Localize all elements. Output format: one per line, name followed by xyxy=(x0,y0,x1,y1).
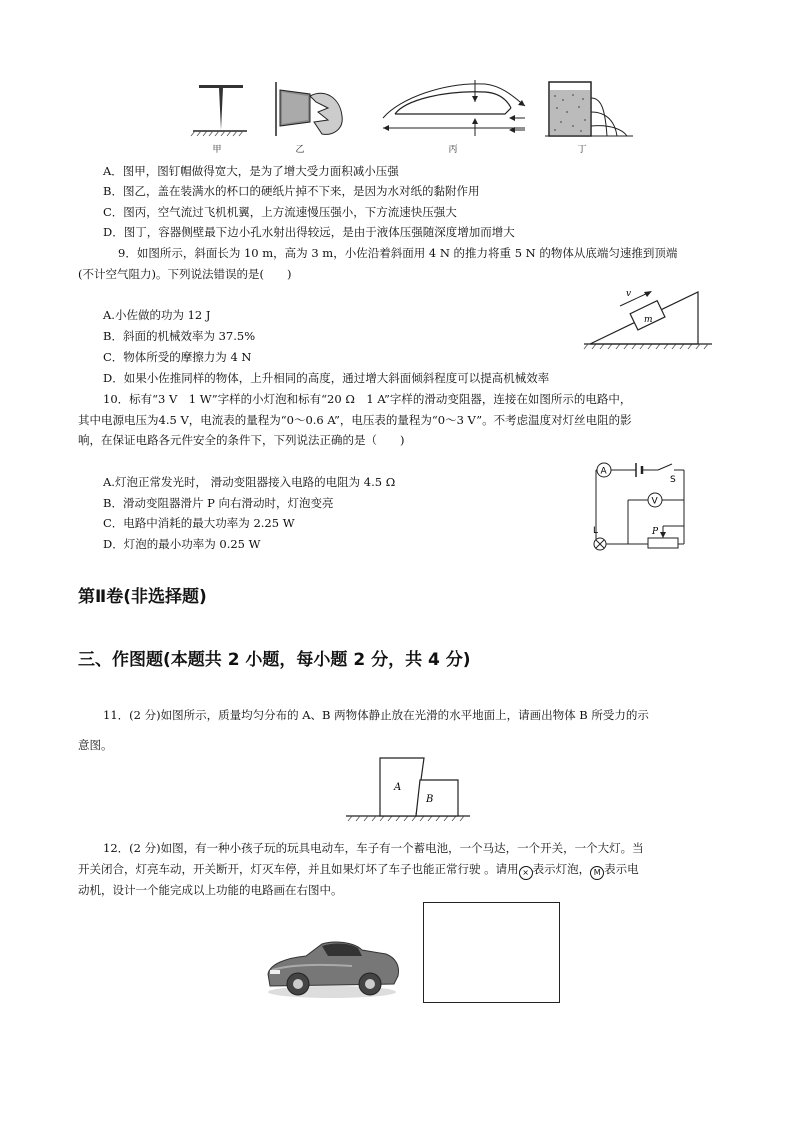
q10-option-d: D．灯泡的最小功率为 0.25 W xyxy=(103,537,261,551)
ammeter-label: A xyxy=(600,466,607,477)
q9-option-b: B．斜面的机械效率为 37.5% xyxy=(103,329,256,343)
circuit-figure xyxy=(588,460,698,550)
incline-v-label: v xyxy=(626,289,632,299)
incline-m-label: m xyxy=(644,315,653,325)
q9-stem-line1: 9．如图所示，斜面长为 10 m，高为 3 m，小佐沿着斜面用 4 N 的推力将重 5 N 的物体从底端匀速推到顶端 xyxy=(118,246,678,260)
q10-stem-line3: 响，在保证电路各元件安全的条件下，下列说法正确的是（ ) xyxy=(78,433,405,447)
q8-option-c: C．图丙，空气流过飞机机翼，上方流速慢压强小，下方流速快压强大 xyxy=(103,205,457,219)
slider-label: P xyxy=(652,527,659,537)
q10-option-c: C．电路中消耗的最大功率为 2.25 W xyxy=(103,516,295,530)
thumbtack-figure xyxy=(185,78,255,148)
q11-line1: 11．(2 分)如图所示，质量均匀分布的 A、B 两物体静止放在光滑的水平地面上，请画出物体 B 所受力的示 xyxy=(103,708,649,722)
motor-symbol-icon: M xyxy=(590,866,604,880)
cup-card-figure xyxy=(270,78,350,148)
q9-option-d: D．如果小佐推同样的物体，上升相同的高度，通过增大斜面倾斜程度可以提高机械效率 xyxy=(103,371,550,385)
q9-option-a: A.小佐做的功为 12 J xyxy=(103,308,211,322)
figure-label-yi: 乙 xyxy=(295,145,305,155)
q10-option-a: A.灯泡正常发光时， 滑动变阻器接入电路的电阻为 4.5 Ω xyxy=(103,475,396,489)
section3-title: 三、作图题(本题共 2 小题，每小题 2 分，共 4 分) xyxy=(78,650,471,670)
incline-figure xyxy=(580,284,720,354)
figure-label-ding: 丁 xyxy=(577,145,587,155)
q8-option-b: B．图乙，盖在装满水的杯口的硬纸片掉不下来，是因为水对纸的黏附作用 xyxy=(103,184,480,198)
answer-drawing-box[interactable] xyxy=(423,902,560,1003)
q8-figures xyxy=(180,78,630,158)
q10-option-b: B．滑动变阻器滑片 P 向右滑动时，灯泡变亮 xyxy=(103,496,334,510)
q12-line2-text-b: 表示灯泡， xyxy=(532,862,591,876)
wing-figure xyxy=(375,78,535,148)
block-b-label: B xyxy=(426,794,434,805)
q12-line2-text-c: 表示电 xyxy=(604,862,639,876)
q10-stem-line1: 10．标有“3 V 1 W”字样的小灯泡和标有“20 Ω 1 A”字样的滑动变阻器，连接在如图所示的电路中， xyxy=(103,392,632,406)
blocks-figure xyxy=(344,754,474,824)
voltmeter-label: V xyxy=(651,496,658,507)
switch-label: S xyxy=(670,475,676,485)
water-jet-figure xyxy=(545,78,635,148)
q8-option-d: D．图丁，容器侧壁最下边小孔水射出得较远，是由于液体压强随深度增加而增大 xyxy=(103,225,515,239)
q9-stem-line2: (不计空气阻力)。下列说法错误的是( ) xyxy=(78,267,292,281)
lamp-symbol-icon: × xyxy=(519,866,533,880)
q9-option-c: C．物体所受的摩擦力为 4 N xyxy=(103,350,252,364)
q12-line2-text-a: 开关闭合，灯亮车动，开关断开，灯灭车停，并且如果灯坏了车子也能正常行驶 。请用 xyxy=(78,862,519,876)
q12-line1: 12．(2 分)如图，有一种小孩子玩的玩具电动车，车子有一个蓄电池，一个马达，一个开关，一个大灯。当 xyxy=(103,841,644,855)
toy-car-image xyxy=(262,934,402,1004)
figure-label-jia: 甲 xyxy=(212,145,222,155)
block-a-label: A xyxy=(394,782,402,793)
section2-title: 第Ⅱ卷(非选择题) xyxy=(78,587,207,607)
q10-stem-line2: 其中电源电压为4.5 V，电流表的量程为“0～0.6 A”，电压表的量程为“0～3 V”。不考虑温度对灯丝电阻的影 xyxy=(78,413,632,427)
q12-line2 xyxy=(78,861,639,880)
q11-line2: 意图。 xyxy=(78,738,113,752)
q8-option-a: A．图甲，图钉帽做得宽大，是为了增大受力面积减小压强 xyxy=(103,164,399,178)
q12-line3: 动机，设计一个能完成以上功能的电路画在右图中。 xyxy=(78,883,343,897)
lamp-label: L xyxy=(593,526,599,536)
figure-label-bing: 丙 xyxy=(448,145,458,155)
